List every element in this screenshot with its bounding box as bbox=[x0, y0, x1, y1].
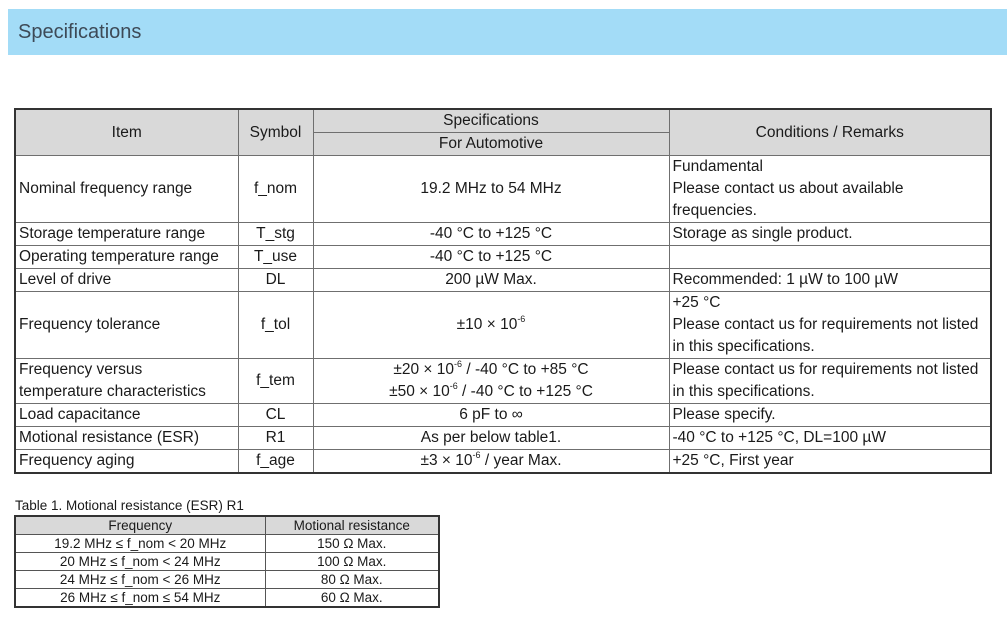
table-row bbox=[15, 223, 991, 246]
item-cell: Load capacitance bbox=[15, 404, 238, 427]
item-cell: Nominal frequency range bbox=[15, 156, 238, 223]
resistance-cell: 150 Ω Max. bbox=[265, 535, 439, 553]
symbol-cell: DL bbox=[238, 269, 313, 292]
condition-line: Please contact us for requirements not listed bbox=[672, 361, 979, 378]
symbol-cell: f_tol bbox=[238, 292, 313, 359]
item-cell: Operating temperature range bbox=[15, 246, 238, 269]
conditions-cell: -40 °C to +125 °C, DL=100 µW bbox=[669, 427, 991, 450]
spec-cell: -40 °C to +125 °C bbox=[313, 246, 669, 269]
spec-cell: -40 °C to +125 °C bbox=[313, 223, 669, 246]
condition-line: +25 °C bbox=[672, 294, 721, 311]
spec-cell: 19.2 MHz to 54 MHz bbox=[313, 156, 669, 223]
conditions-cell bbox=[669, 156, 991, 223]
spec-cell: 200 µW Max. bbox=[313, 269, 669, 292]
symbol-cell: f_age bbox=[238, 450, 313, 474]
resistance-cell: 60 Ω Max. bbox=[265, 589, 439, 608]
table1-caption: Table 1. Motional resistance (ESR) R1 bbox=[15, 498, 244, 513]
spec-cell: $\pm 3 \times 10^{-6}$ / year Max. bbox=[313, 450, 669, 474]
symbol-cell: f_tem bbox=[238, 359, 313, 404]
table-row bbox=[15, 450, 991, 474]
spec-cell: 6 pF to ∞ bbox=[313, 404, 669, 427]
condition-line: in this specifications. bbox=[672, 383, 815, 400]
header-specifications: Specifications bbox=[313, 109, 669, 133]
condition-line: in this specifications. bbox=[672, 338, 815, 355]
table-row bbox=[15, 359, 991, 404]
spec-cell: $\pm 20 \times 10^{-6} / -40$ °C to +85 °C $\pm 50 \times 10^{-6} / -40$ °C to +125 °C bbox=[313, 359, 669, 404]
section-title: Specifications bbox=[18, 21, 142, 43]
condition-line: Please contact us about available bbox=[672, 180, 904, 197]
table-row bbox=[15, 571, 439, 589]
symbol-cell: T_stg bbox=[238, 223, 313, 246]
table-row bbox=[15, 535, 439, 553]
table-row bbox=[15, 553, 439, 571]
symbol-cell: R1 bbox=[238, 427, 313, 450]
conditions-cell: Recommended: 1 µW to 100 µW bbox=[669, 269, 991, 292]
conditions-cell: Storage as single product. bbox=[669, 223, 991, 246]
table-row bbox=[15, 589, 439, 608]
item-cell: Level of drive bbox=[15, 269, 238, 292]
spec-cell: As per below table1. bbox=[313, 427, 669, 450]
frequency-cell: 19.2 MHz ≤ f_nom < 20 MHz bbox=[15, 535, 265, 553]
table-row bbox=[15, 404, 991, 427]
table-row bbox=[15, 292, 991, 359]
condition-line: Please contact us for requirements not listed bbox=[672, 316, 979, 333]
symbol-cell: CL bbox=[238, 404, 313, 427]
header-for-automotive: For Automotive bbox=[313, 133, 669, 156]
header-item: Item bbox=[15, 109, 238, 156]
item-cell: Frequency aging bbox=[15, 450, 238, 474]
table-row bbox=[15, 427, 991, 450]
conditions-cell bbox=[669, 292, 991, 359]
item-cell: Frequency versus temperature characteristics bbox=[15, 359, 238, 404]
resistance-cell: 100 Ω Max. bbox=[265, 553, 439, 571]
conditions-cell: Please specify. bbox=[669, 404, 991, 427]
header-resistance: Motional resistance bbox=[265, 516, 439, 535]
item-cell: Storage temperature range bbox=[15, 223, 238, 246]
table-row bbox=[15, 269, 991, 292]
table-row bbox=[15, 156, 991, 223]
symbol-cell: T_use bbox=[238, 246, 313, 269]
frequency-cell: 20 MHz ≤ f_nom < 24 MHz bbox=[15, 553, 265, 571]
frequency-cell: 24 MHz ≤ f_nom < 26 MHz bbox=[15, 571, 265, 589]
conditions-cell: +25 °C, First year bbox=[669, 450, 991, 474]
resistance-cell: 80 Ω Max. bbox=[265, 571, 439, 589]
header-conditions: Conditions / Remarks bbox=[669, 109, 991, 156]
item-cell: Frequency tolerance bbox=[15, 292, 238, 359]
condition-line: frequencies. bbox=[672, 202, 757, 219]
header-symbol: Symbol bbox=[238, 109, 313, 156]
esr-table bbox=[14, 515, 440, 608]
conditions-cell bbox=[669, 246, 991, 269]
header-frequency: Frequency bbox=[15, 516, 265, 535]
table-row bbox=[15, 246, 991, 269]
item-cell: Motional resistance (ESR) bbox=[15, 427, 238, 450]
spec-cell: $\pm 10 \times 10^{-6}$ bbox=[313, 292, 669, 359]
specifications-table bbox=[14, 108, 992, 474]
symbol-cell: f_nom bbox=[238, 156, 313, 223]
conditions-cell bbox=[669, 359, 991, 404]
condition-line: Fundamental bbox=[672, 158, 763, 175]
section-header bbox=[8, 9, 1007, 55]
frequency-cell: 26 MHz ≤ f_nom ≤ 54 MHz bbox=[15, 589, 265, 608]
